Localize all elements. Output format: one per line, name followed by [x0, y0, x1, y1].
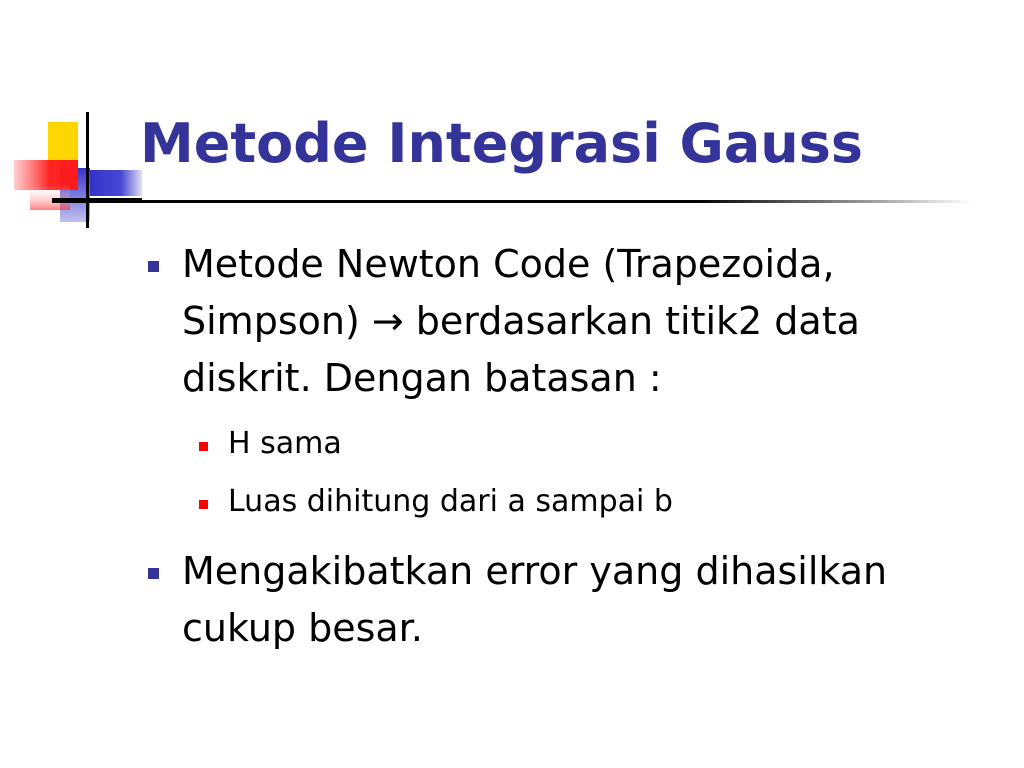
bullet-text: Mengakibatkan error yang dihasilkan cukup besar.	[182, 549, 888, 650]
sub-bullet-text: Luas dihitung dari a sampai b	[228, 484, 673, 519]
sub-bullet-item	[146, 473, 966, 531]
square-bullet-icon	[199, 500, 208, 509]
slide-logo	[0, 0, 150, 240]
sub-bullet-item	[146, 415, 966, 473]
square-bullet-icon	[148, 568, 159, 579]
bullet-text: Metode Newton Code (Trapezoida, Simpson) → berdasarkan titik2 data diskrit. Dengan batasan :	[182, 242, 860, 400]
bullet-item	[146, 543, 966, 657]
title-divider	[52, 200, 972, 203]
slide-title: Metode Integrasi Gauss	[140, 112, 863, 175]
sub-bullet-list	[146, 415, 966, 531]
square-bullet-icon	[199, 442, 208, 451]
bullet-item	[146, 236, 966, 407]
slide-content	[146, 236, 966, 665]
square-bullet-icon	[148, 261, 159, 272]
sub-bullet-text: H sama	[228, 426, 342, 461]
